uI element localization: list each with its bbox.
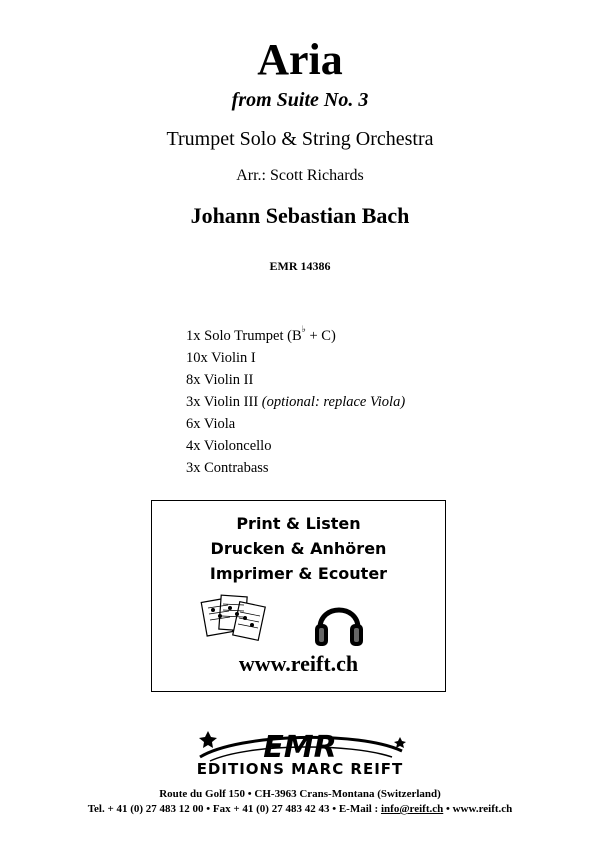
promo-line-fr: Imprimer & Ecouter: [209, 564, 388, 583]
piece-subtitle: from Suite No. 3: [231, 89, 369, 111]
catalog-number: EMR 14386: [269, 259, 331, 273]
sheet-music-icon: [200, 592, 270, 652]
publisher-contact: Tel. + 41 (0) 27 483 12 00 • Fax + 41 (0) 27 483 42 43 • E-Mail : info@reift.ch • www.reift.ch: [87, 803, 513, 815]
part-item: 1x Solo Trumpet (B♭ + C): [186, 324, 336, 344]
publisher-name: EDITIONS MARC REIFT: [196, 760, 404, 778]
instrumentation: Trumpet Solo & String Orchestra: [166, 128, 434, 150]
logo-text: EMR: [263, 730, 337, 765]
headphones-icon: [312, 594, 366, 650]
parts-list: [186, 320, 405, 479]
piece-title: Aria: [257, 35, 343, 84]
promo-line-en: Print & Listen: [236, 514, 361, 533]
part-item: 6x Viola: [186, 415, 236, 432]
email-link[interactable]: info@reift.ch: [380, 803, 444, 815]
part-item: 8x Violin II: [186, 371, 254, 388]
part-item: 3x Contrabass: [186, 459, 269, 476]
part-item: 3x Violin III (optional: replace Viola): [186, 393, 406, 410]
composer: Johann Sebastian Bach: [190, 203, 410, 228]
arranger: Arr.: Scott Richards: [236, 167, 364, 184]
promo-website: www.reift.ch: [238, 651, 359, 676]
promo-line-de: Drucken & Anhören: [210, 539, 387, 558]
part-item: 4x Violoncello: [186, 437, 272, 454]
publisher-address: Route du Golf 150 • CH-3963 Crans-Montana (Switzerland): [159, 788, 441, 800]
print-listen-box: [151, 500, 446, 692]
part-item: 10x Violin I: [186, 349, 256, 366]
